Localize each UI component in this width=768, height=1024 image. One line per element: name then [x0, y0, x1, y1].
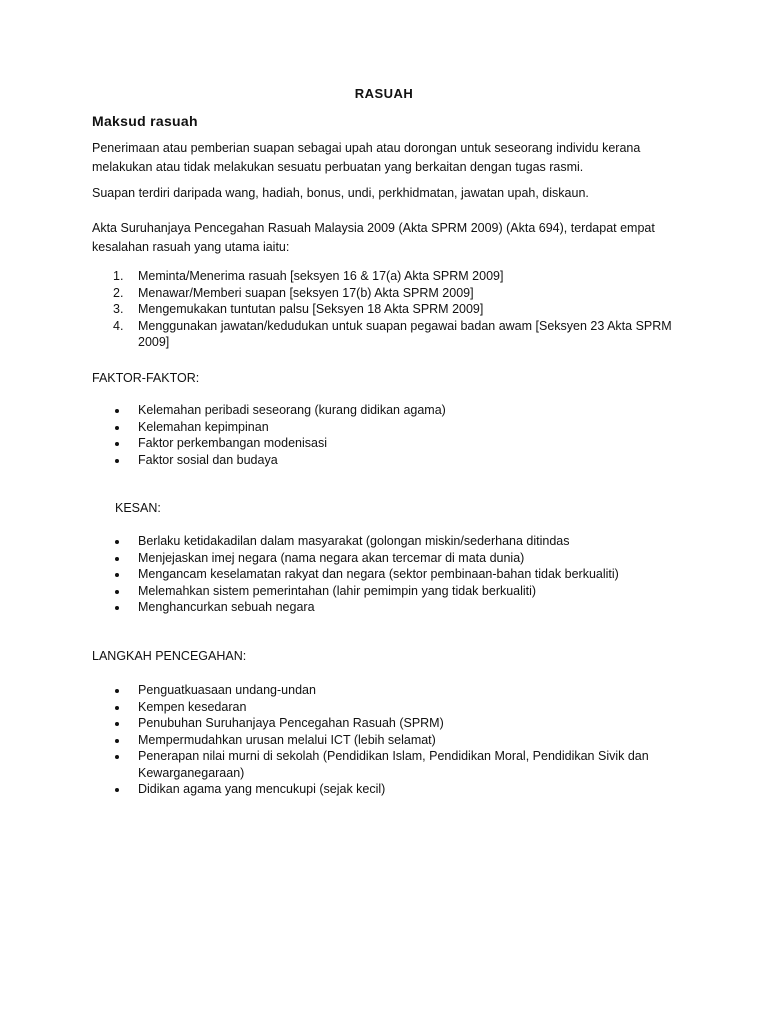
list-item-text: Melemahkan sistem pemerintahan (lahir pemimpin yang tidak berkualiti) — [138, 583, 537, 598]
bullet-icon — [115, 557, 119, 561]
faktor-list — [113, 402, 693, 468]
list-number: 3. — [113, 302, 124, 316]
bullet-icon — [115, 739, 119, 743]
bullet-icon — [115, 409, 119, 413]
bullet-icon — [115, 722, 119, 726]
list-item-text: Berlaku ketidakadilan dalam masyarakat (golongan miskin/sederhana ditindas — [138, 534, 570, 548]
list-item-text: Mempermudahkan urusan melalui ICT (lebih selamat) — [138, 732, 436, 747]
kesan-list — [113, 533, 693, 616]
section-heading-kesan: KESAN: — [115, 501, 161, 515]
list-item — [113, 748, 693, 781]
list-item-text: Mengemukakan tuntutan palsu [Seksyen 18 Akta SPRM 2009] — [138, 302, 484, 316]
bullet-icon — [115, 426, 119, 430]
list-item-text: Didikan agama yang mencukupi (sejak kecil) — [138, 782, 386, 796]
list-item — [113, 599, 693, 616]
list-item — [113, 682, 693, 699]
list-item — [113, 699, 693, 716]
list-item — [113, 402, 693, 419]
list-item-text: Meminta/Menerima rasuah [seksyen 16 & 17(a) Akta SPRM 2009] — [138, 269, 504, 283]
list-item-text: Menjejaskan imej negara (nama negara akan tercemar di mata dunia) — [138, 550, 525, 565]
list-number: 4. — [113, 318, 124, 333]
langkah-list — [113, 682, 693, 798]
definition-paragraph: Penerimaan atau pemberian suapan sebagai upah atau dorongan untuk seseorang individu kerana melakukan atau tidak melakukan sesuatu perbuatan yang berkaitan dengan tugas rasmi. — [92, 141, 641, 174]
bullet-icon — [115, 590, 119, 594]
list-item-text: Penerapan nilai murni di sekolah (Pendidikan Islam, Pendidikan Moral, Pendidikan Sivik dan Kewarganegaraan) — [138, 749, 649, 780]
list-item-text: Kelemahan kepimpinan — [138, 419, 269, 434]
list-item-text: Kempen kesedaran — [138, 699, 247, 714]
list-item — [113, 419, 693, 436]
document-title: RASUAH — [354, 86, 414, 101]
list-item-text: Menggunakan jawatan/kedudukan untuk suapan pegawai badan awam [Seksyen 23 Akta SPRM 2009] — [138, 318, 672, 349]
list-item — [113, 533, 693, 550]
list-item-text: Faktor sosial dan budaya — [138, 452, 278, 467]
list-item — [113, 583, 693, 600]
kesalahan-list — [113, 268, 693, 351]
section-heading-maksud: Maksud rasuah — [92, 113, 198, 129]
akta-paragraph: Akta Suruhanjaya Pencegahan Rasuah Malaysia 2009 (Akta SPRM 2009) (Akta 694), terdapat empat kesalahan rasuah yang utama iaitu: — [92, 221, 655, 254]
bullet-icon — [115, 689, 119, 693]
list-item-text: Mengancam keselamatan rakyat dan negara (sektor pembinaan-bahan tidak berkualiti) — [138, 567, 619, 581]
list-item — [113, 732, 693, 749]
list-item — [113, 318, 693, 351]
bullet-icon — [115, 788, 119, 792]
list-item — [113, 550, 693, 567]
bullet-icon — [115, 442, 119, 446]
list-item — [113, 781, 693, 798]
list-item — [113, 566, 693, 583]
list-item-text: Kelemahan peribadi seseorang (kurang didikan agama) — [138, 403, 446, 417]
list-item-text: Penguatkuasaan undang-undan — [138, 683, 316, 697]
bullet-icon — [115, 706, 119, 710]
list-item-text: Faktor perkembangan modenisasi — [138, 436, 327, 450]
bullet-icon — [115, 755, 119, 759]
section-heading-faktor: FAKTOR-FAKTOR: — [92, 371, 200, 385]
list-item — [113, 268, 693, 285]
list-number: 1. — [113, 269, 124, 283]
list-item — [113, 435, 693, 452]
bullet-icon — [115, 540, 119, 544]
list-number: 2. — [113, 285, 124, 300]
list-item-text: Menawar/Memberi suapan [seksyen 17(b) Akta SPRM 2009] — [138, 285, 474, 300]
list-item — [113, 301, 693, 318]
bullet-icon — [115, 573, 119, 577]
suapan-paragraph: Suapan terdiri daripada wang, hadiah, bonus, undi, perkhidmatan, jawatan upah, diskaun. — [92, 186, 589, 200]
list-item — [113, 285, 693, 302]
list-item-text: Penubuhan Suruhanjaya Pencegahan Rasuah (SPRM) — [138, 716, 444, 730]
list-item — [113, 452, 693, 469]
list-item — [113, 715, 693, 732]
list-item-text: Menghancurkan sebuah negara — [138, 600, 315, 614]
section-heading-langkah: LANGKAH PENCEGAHAN: — [92, 649, 247, 663]
bullet-icon — [115, 606, 119, 610]
bullet-icon — [115, 459, 119, 463]
